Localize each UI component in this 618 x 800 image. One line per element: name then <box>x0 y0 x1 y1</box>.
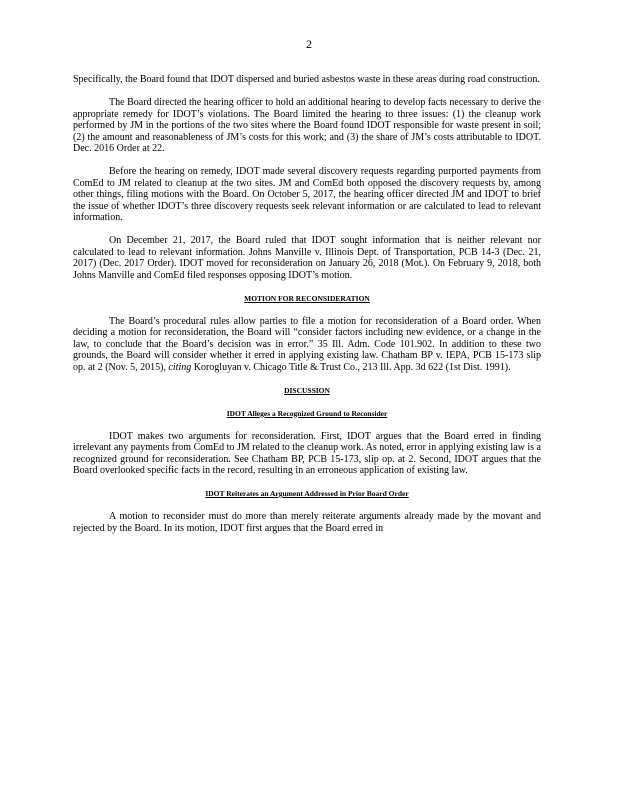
document-body <box>73 74 541 546</box>
paragraph-discovery-requests: Before the hearing on remedy, IDOT made several discovery requests regarding purported payments from ComEd to JM related to cleanup at the two sites. JM and ComEd both opposed the discovery requests by, among other things, filing motions with the Board. On October 5, 2017, the hearing officer directed JM and IDOT to brief the issue of whether IDOT’s three discovery requests seek relevant information or are calculated to lead to relevant information. <box>73 166 541 223</box>
paragraph-arguments: IDOT makes two arguments for reconsideration. First, IDOT argues that the Board erred in finding irrelevant any payments from ComEd to JM related to the cleanup work. As noted, error in applying existing law is a recognized ground for reconsideration. See Chatham BP, PCB 15-173, slip op. at 2. Second, IDOT argues that the Board overlooked specific facts in the record, resulting in an erroneous application of existing law. <box>73 430 541 476</box>
page-number: 2 <box>306 37 312 51</box>
paragraph-hearing-directive: The Board directed the hearing officer to hold an additional hearing to develop facts necessary to derive the appropriate remedy for IDOT’s violations. The Board limited the hearing to three issues: (1) the cleanup work performed by JM in the portions of the two sites where the Board found IDOT responsible for waste present in soil; (2) the amount and reasonableness of JM’s costs for this work; and (3) the share of JM’s costs attributable to IDOT. Dec. 2016 Order at 22. <box>73 97 541 154</box>
paragraph-procedural-rules <box>73 316 541 374</box>
subheading-reiterates-text: IDOT Reiterates an Argument Addressed in Prior Board Order <box>205 489 409 498</box>
paragraph-motion-to-reconsider: A motion to reconsider must do more than merely reiterate arguments already made by the movant and rejected by the Board. In its motion, IDOT first argues that the Board erred in <box>73 511 541 534</box>
heading-discussion-text: DISCUSSION <box>284 385 330 395</box>
procedural-rules-citation: Korogluyan v. Chicago Title & Trust Co., 213 Ill. App. 3d 622 (1st Dist. 1991). <box>193 361 511 373</box>
paragraph-findings: Specifically, the Board found that IDOT dispersed and buried asbestos waste in these areas during road construction. <box>73 74 540 85</box>
heading-motion-text: MOTION FOR RECONSIDERATION <box>244 293 370 303</box>
subheading-reiterates-argument <box>73 488 541 500</box>
subheading-recognized-ground-text: IDOT Alleges a Recognized Ground to Reconsider <box>226 408 388 418</box>
subheading-recognized-ground <box>73 408 541 420</box>
heading-discussion <box>73 385 541 397</box>
procedural-rules-main: The Board’s procedural rules allow parties to file a motion for reconsideration of a Board order. When deciding a motion for reconsideration, the Board will “consider factors including new evidence, or a change in the law, to conclude that the Board’s decision was in error.” 35 Ill. Adm. Code 101.902. In addition to these two grounds, the Board will consider whether it erred in applying existing law. Chatham BP v. IEPA, PCB 15-173 slip op. at 2 (Nov. 5, 2015), <box>73 315 541 373</box>
citing-signal: citing <box>168 361 192 373</box>
paragraph-board-ruling: On December 21, 2017, the Board ruled that IDOT sought information that is neither relevant nor calculated to lead to relevant information. Johns Manville v. Illinois Dept. of Transportation, PCB 14-3 (Dec. 21, 2017) (Dec. 2017 Order). IDOT moved for reconsideration on January 26, 2018 (Mot.). On February 9, 2018, both Johns Manville and ComEd filed responses opposing IDOT’s motion. <box>73 235 541 281</box>
heading-motion-for-reconsideration <box>73 293 541 305</box>
